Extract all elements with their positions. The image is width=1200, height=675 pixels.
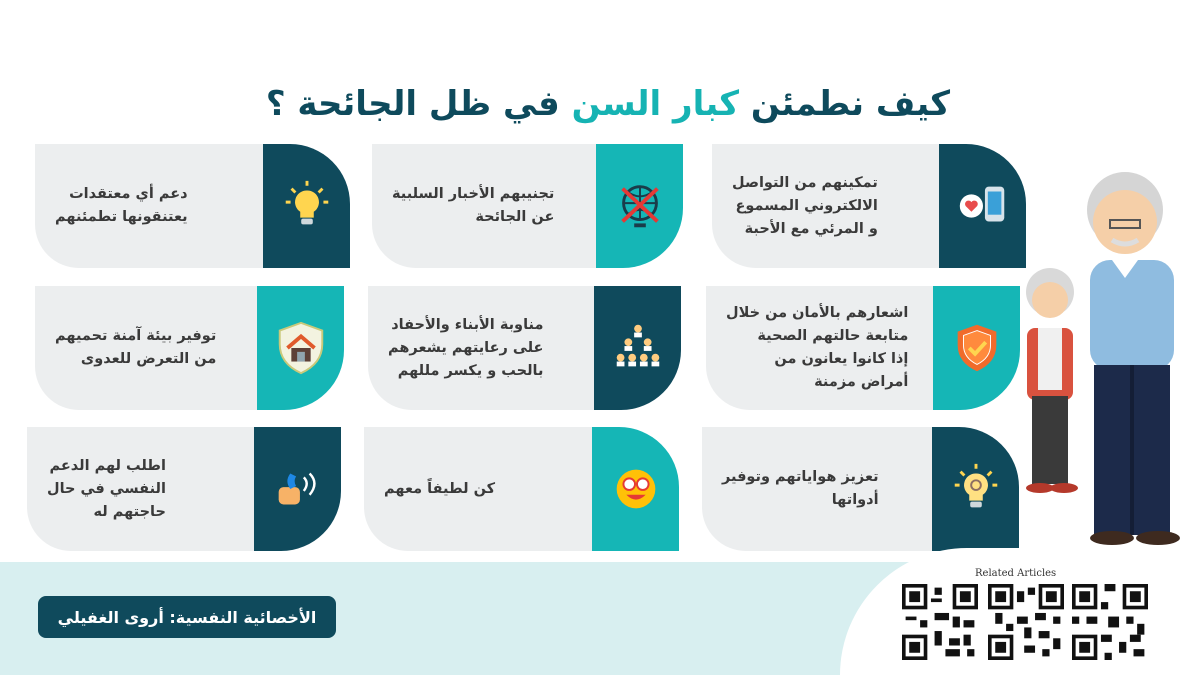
card-text: مناوبة الأبناء والأحفاد على رعايتهم يشعرهم بالحب و يكسر مللهم bbox=[388, 316, 544, 379]
related-articles-label: Related Articles bbox=[975, 568, 1057, 579]
smiley-icon bbox=[592, 427, 679, 551]
card-psychological-support bbox=[27, 427, 341, 551]
card-text: كن لطيفاً معهم bbox=[384, 480, 496, 497]
title-part2: في ظل الجائحة ؟ bbox=[265, 84, 560, 124]
card-text: دعم أي معتقدات يعتنقونها تطمئنهم bbox=[55, 186, 188, 225]
lightbulb-icon bbox=[263, 144, 350, 268]
qr-code-icon[interactable] bbox=[988, 584, 1064, 660]
house-shield-icon bbox=[257, 286, 344, 410]
card-text: تجنيبهم الأخبار السلبية عن الجائحة bbox=[392, 186, 555, 225]
card-text: اشعارهم بالأمان من خلال متابعة حالتهم الصحية إذا كانوا يعانون من أمراض مزمنة bbox=[726, 305, 909, 390]
card-hobbies bbox=[702, 427, 1019, 551]
card-safe-environment bbox=[35, 286, 344, 410]
card-feel-safe bbox=[706, 286, 1020, 410]
card-be-kind bbox=[364, 427, 679, 551]
phone-call-icon bbox=[254, 427, 341, 551]
card-avoid-negative-news bbox=[372, 144, 683, 268]
card-text: تمكينهم من التواصل الالكتروني المسموع و المرئي مع الأحبة bbox=[732, 174, 878, 237]
card-electronic-contact bbox=[712, 144, 1026, 268]
card-text: اطلب لهم الدعم النفسي في حال حاجتهم له bbox=[47, 457, 166, 520]
qr-code-icon[interactable] bbox=[1072, 584, 1148, 660]
card-support-beliefs bbox=[35, 144, 350, 268]
title-part1: كيف نطمئن bbox=[750, 84, 950, 124]
family-tree-icon bbox=[594, 286, 681, 410]
page-title bbox=[265, 84, 950, 132]
card-family-shifts bbox=[368, 286, 681, 410]
card-text: توفير بيئة آمنة تحميهم من التعرض للعدوى bbox=[55, 328, 217, 367]
card-text: تعزيز هواياتهم وتوفير أدواتها bbox=[722, 469, 879, 508]
author-badge: الأخصائية النفسية: أروى الغفيلي bbox=[38, 596, 336, 638]
crossed-globe-icon bbox=[596, 144, 683, 268]
qr-code-icon[interactable] bbox=[902, 584, 978, 660]
title-accent: كبار السن bbox=[571, 84, 740, 124]
elderly-couple-illustration bbox=[1000, 160, 1200, 560]
